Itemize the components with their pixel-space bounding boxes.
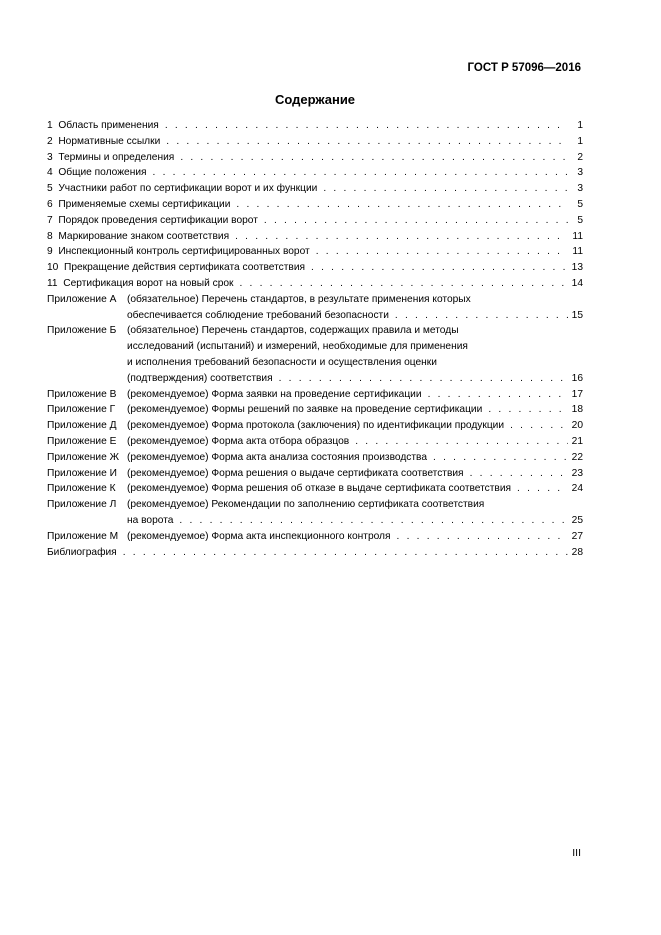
toc-entry-page: 23 [571, 467, 583, 479]
toc-entry[interactable] [47, 292, 583, 324]
toc-entry[interactable] [47, 229, 583, 245]
toc-entry[interactable] [47, 387, 583, 403]
toc-entry-text: (обязательное) Перечень стандартов, в результате применения которых [127, 293, 471, 305]
dot-leader [123, 545, 568, 561]
toc-entry-page: 3 [577, 183, 583, 195]
toc-entry-page: 16 [571, 372, 583, 384]
toc-entry-text: (рекомендуемое) Формы решений по заявке на проведение сертификации [127, 404, 483, 416]
toc-entry-page: 20 [571, 420, 583, 432]
toc-entry[interactable] [47, 197, 583, 213]
toc-entry-text: Прекращение действия сертификата соответствия [64, 262, 306, 274]
toc-entry-number: Приложение М [47, 530, 121, 542]
toc-entry-page: 3 [577, 167, 583, 179]
dot-leader [316, 244, 568, 260]
toc-entry[interactable] [47, 118, 583, 134]
toc-entry-text: Инспекционный контроль сертифицированных ворот [58, 246, 310, 258]
toc-entry-text: Применяемые схемы сертификации [58, 198, 231, 210]
toc-entry-text: Порядок проведения сертификации ворот [58, 214, 258, 226]
toc-entry-text: Сертификация ворот на новый срок [63, 277, 234, 289]
dot-leader [235, 229, 568, 245]
page-title: Содержание [274, 92, 356, 107]
toc-entry[interactable] [47, 276, 583, 292]
dot-leader [355, 434, 568, 450]
toc-entry-number: 7 [47, 214, 59, 226]
toc-entry-page: 25 [571, 514, 583, 526]
toc-entry-number: 6 [47, 198, 59, 210]
toc-entry-text: на ворота [127, 514, 174, 526]
toc-entry-text: Участники работ по сертификации ворот и их функции [58, 183, 318, 195]
toc-entry-number: 4 [47, 167, 59, 179]
toc-entry[interactable] [47, 323, 583, 386]
toc-entry-text: Термины и определения [58, 151, 175, 163]
dot-leader [395, 308, 568, 324]
dot-leader [179, 513, 568, 529]
toc-entry-page: 2 [577, 151, 583, 163]
toc-entry-text: обеспечивается соблюдение требований безопасности [127, 309, 389, 321]
toc-entry-page: 27 [571, 530, 583, 542]
dot-leader [470, 466, 568, 482]
toc-entry[interactable] [47, 466, 583, 482]
toc-entry-number: Приложение Б [47, 325, 120, 337]
document-code: ГОСТ Р 57096—2016 [467, 62, 581, 74]
toc-entry-page: 11 [572, 246, 583, 258]
toc-entry-text: (рекомендуемое) Рекомендации по заполнению сертификата соответствия [127, 499, 485, 511]
toc-entry-number: 10 [47, 262, 64, 274]
toc-entry-page: 1 [577, 120, 583, 131]
toc-entry-text: (рекомендуемое) Форма акта инспекционного контроля [127, 530, 391, 542]
toc-entry-number: Приложение А [47, 293, 120, 305]
toc-entry-number: 5 [47, 183, 59, 195]
toc-entry[interactable] [47, 181, 583, 197]
toc-entry-text: (обязательное) Перечень стандартов, содержащих правила и методы [127, 325, 459, 337]
toc-entry-number: 2 [47, 135, 59, 147]
dot-leader [180, 150, 568, 166]
toc-entry[interactable] [47, 481, 583, 497]
dot-leader [517, 481, 568, 497]
toc-entry-text: (рекомендуемое) Форма заявки на проведение сертификации [127, 388, 422, 400]
table-of-contents [47, 118, 583, 560]
toc-entry-number: 3 [47, 151, 59, 163]
dot-leader [236, 197, 568, 213]
toc-entry[interactable] [47, 244, 583, 260]
toc-entry[interactable] [47, 418, 583, 434]
dot-leader [153, 165, 568, 181]
toc-entry[interactable] [47, 260, 583, 276]
toc-entry-text: (рекомендуемое) Форма акта анализа состояния производства [127, 451, 428, 463]
toc-entry-number: 8 [47, 230, 59, 242]
toc-entry-page: 5 [577, 214, 583, 226]
toc-entry-page: 21 [571, 435, 583, 447]
toc-entry-number: Приложение Е [47, 435, 120, 447]
toc-entry-number: Приложение Д [47, 420, 120, 432]
toc-entry-page: 1 [577, 135, 583, 147]
toc-entry-number: Приложение Г [47, 404, 118, 416]
dot-leader [279, 371, 568, 387]
dot-leader [311, 260, 568, 276]
dot-leader [510, 418, 568, 434]
toc-entry-text: Нормативные ссылки [58, 135, 161, 147]
toc-entry[interactable] [47, 434, 583, 450]
toc-entry-text: Маркирование знаком соответствия [58, 230, 230, 242]
toc-entry-text: (рекомендуемое) Форма решения об отказе в выдаче сертификата соответствия [127, 483, 512, 495]
toc-entry-text: (рекомендуемое) Форма решения о выдаче сертификата соответствия [127, 467, 464, 479]
toc-entry-number: 9 [47, 246, 59, 258]
toc-entry-page: 28 [571, 546, 583, 558]
toc-entry-text: Библиография [47, 546, 117, 558]
toc-entry-number: Приложение В [47, 388, 120, 400]
toc-entry-number: Приложение Ж [47, 451, 122, 463]
toc-entry-page: 18 [571, 404, 583, 416]
dot-leader [239, 276, 568, 292]
dot-leader [428, 387, 568, 403]
toc-entry-text: и исполнения требований безопасности и осуществления оценки [127, 356, 437, 368]
toc-entry-page: 11 [572, 230, 583, 242]
dot-leader [397, 529, 568, 545]
toc-entry[interactable] [47, 165, 583, 181]
toc-entry-number: Приложение К [47, 483, 119, 495]
toc-entry[interactable] [47, 545, 583, 561]
dot-leader [433, 450, 568, 466]
toc-entry-number: 11 [47, 277, 64, 289]
toc-entry-page: 24 [571, 483, 583, 495]
toc-entry-page: 22 [571, 451, 583, 463]
dot-leader [165, 118, 568, 134]
toc-entry[interactable] [47, 450, 583, 466]
toc-entry-page: 15 [571, 309, 583, 321]
toc-entry[interactable] [47, 134, 583, 150]
toc-entry[interactable] [47, 402, 583, 418]
page-number: III [572, 847, 581, 859]
toc-entry[interactable] [47, 213, 583, 229]
toc-entry-number: Приложение И [47, 467, 120, 479]
dot-leader [488, 402, 568, 418]
toc-entry-text: исследований (испытаний) и измерений, необходимые для применения [127, 341, 468, 353]
toc-entry-page: 17 [571, 388, 583, 400]
dot-leader [166, 134, 568, 150]
toc-entry-text: Общие положения [58, 167, 147, 179]
toc-entry-text: Область применения [58, 120, 159, 131]
toc-entry[interactable] [47, 150, 583, 166]
toc-entry[interactable] [47, 529, 583, 545]
toc-entry-page: 13 [571, 262, 583, 274]
toc-entry-number: 1 [47, 120, 59, 131]
toc-entry-text: (рекомендуемое) Форма акта отбора образцов [127, 435, 350, 447]
toc-entry-number: Приложение Л [47, 499, 120, 511]
toc-entry-page: 5 [577, 198, 583, 210]
dot-leader [264, 213, 568, 229]
toc-entry[interactable] [47, 497, 583, 529]
dot-leader [323, 181, 568, 197]
toc-entry-text: (рекомендуемое) Форма протокола (заключения) по идентификации продукции [127, 420, 505, 432]
toc-entry-page: 14 [571, 277, 583, 289]
toc-entry-text: (подтверждения) соответствия [127, 372, 273, 384]
